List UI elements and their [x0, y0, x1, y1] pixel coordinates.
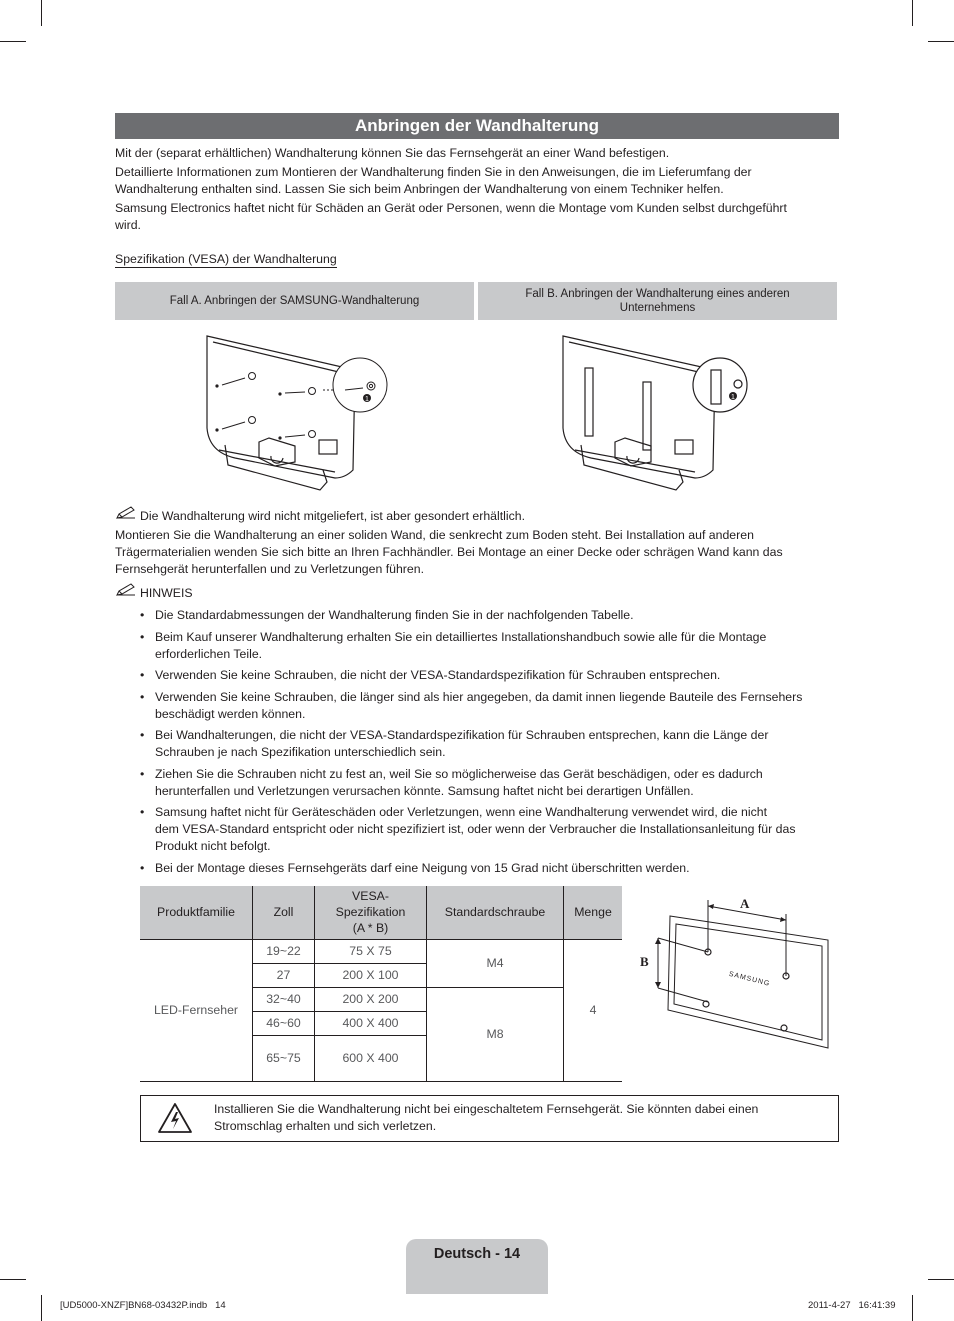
warning-line: Installieren Sie die Wandhalterung nicht bei eingeschaltetem Fernsehgerät. Sie könnten dabei einen — [214, 1102, 759, 1116]
vesa-cell: 75 X 75 — [315, 939, 427, 963]
table-row — [140, 939, 622, 963]
intro-line: wird. — [115, 218, 141, 232]
bullet-line: herunterfallen und Verletzungen verursachen könnte. Samsung haftet nicht bei derartigen Unfällen. — [155, 784, 694, 798]
bullet-dot: • — [140, 668, 145, 682]
screw-cell: M8 — [427, 987, 564, 1081]
crop-mark — [912, 0, 913, 26]
crop-mark — [912, 1295, 913, 1321]
case-a-label: Fall A. Anbringen der SAMSUNG-Wandhalterung — [169, 295, 420, 307]
vesa-dimension-diagram — [628, 888, 838, 1058]
bullet-line: Verwenden Sie keine Schrauben, die nicht der VESA-Standardspezifikation für Schrauben entsprechen. — [155, 668, 721, 682]
zoll-cell: 19~22 — [253, 939, 315, 963]
bullet-dot: • — [140, 728, 145, 742]
electric-shock-warning-icon — [157, 1102, 193, 1134]
vesa-cell: 400 X 400 — [315, 1011, 427, 1035]
screw-cell: M4 — [427, 939, 564, 987]
bullet-line: Produkt nicht befolgt. — [155, 839, 271, 853]
bullet-line: dem VESA-Standard entspricht oder nicht spezifiziert ist, oder wenn der Verbraucher die Installationsanleitung für das — [155, 822, 796, 836]
brand-label: SAMSUNG — [728, 970, 771, 988]
page-number: Deutsch - 14 — [433, 1246, 521, 1262]
pencil-note-icon — [115, 506, 137, 520]
note-text: Die Wandhalterung wird nicht mitgeliefert, ist aber gesondert erhältlich. — [140, 509, 526, 523]
intro-line: Samsung Electronics haftet nicht für Schäden an Gerät oder Personen, wenn die Montage vom Kunden selbst durchgeführt — [115, 201, 787, 215]
spec-heading: Spezifikation (VESA) der Wandhalterung — [115, 252, 337, 266]
bullet-line: Die Standardabmessungen der Wandhalterung finden Sie in der nachfolgenden Tabelle. — [155, 608, 634, 622]
intro-line: Mit der (separat erhältlichen) Wandhalterung können Sie das Fernsehgerät an einer Wand befestigen. — [115, 146, 670, 160]
header-family: Produktfamilie — [140, 886, 253, 939]
bullet-dot: • — [140, 608, 145, 622]
bullet-dot: • — [140, 805, 145, 819]
mount-paragraph — [115, 527, 839, 578]
intro-line: Wandhalterung enthalten sind. Lassen Sie sich beim Anbringen der Wandhalterung von einem Techniker helfen. — [115, 182, 724, 196]
page-number-tab — [406, 1239, 548, 1294]
vesa-cell: 200 X 200 — [315, 987, 427, 1011]
callout-number: 1 — [365, 396, 369, 403]
bullet-line: Verwenden Sie keine Schrauben, die länger sind als hier angegeben, da damit innen liegende Bauteile des Fernsehers — [155, 690, 803, 704]
crop-mark — [928, 41, 954, 42]
case-b-label: Fall B. Anbringen der Wandhalterung eines anderen Unternehmens — [525, 288, 790, 314]
bullet-dot: • — [140, 690, 145, 704]
warning-line: Stromschlag erhalten und sich verletzen. — [214, 1119, 437, 1133]
bullet-line: Bei der Montage dieses Fernsehgeräts darf eine Neigung von 15 Grad nicht überschritten werden. — [155, 861, 690, 875]
dimension-a-label: A — [740, 896, 750, 911]
bullet-line: Beim Kauf unserer Wandhalterung erhalten Sie ein detailliertes Installationshandbuch sowie alle für die Montage — [155, 630, 767, 644]
crop-mark — [928, 1279, 954, 1280]
zoll-cell: 32~40 — [253, 987, 315, 1011]
vesa-spec-table — [140, 886, 622, 1082]
hinweis-label: HINWEIS — [140, 586, 193, 600]
mount-line: Fernsehgerät herunterfallen und zu Verletzungen führen. — [115, 562, 424, 576]
case-a-header — [115, 282, 474, 320]
bullet-line: beschädigt werden können. — [155, 707, 306, 721]
bullet-line: Bei Wandhalterungen, die nicht der VESA-Standardspezifikation für Schrauben entsprechen, kann die Länge der — [155, 728, 769, 742]
vesa-cell: 600 X 400 — [315, 1035, 427, 1081]
dimension-b-label: B — [640, 954, 649, 969]
bullet-dot: • — [140, 861, 145, 875]
zoll-cell: 27 — [253, 963, 315, 987]
warning-text — [214, 1101, 824, 1135]
crop-mark — [41, 0, 42, 26]
bullet-dot: • — [140, 767, 145, 781]
bullet-line: Ziehen Sie die Schrauben nicht zu fest an, weil Sie so möglicherweise das Gerät beschädigen, oder es dadurch — [155, 767, 763, 781]
header-qty: Menge — [564, 886, 623, 939]
zoll-cell: 46~60 — [253, 1011, 315, 1035]
callout-number: 1 — [731, 394, 735, 401]
bullet-line: Schrauben je nach Spezifikation unterschiedlich sein. — [155, 745, 446, 759]
intro-line: Detaillierte Informationen zum Montieren der Wandhalterung finden Sie in den Anweisungen, die im Lieferumfang der — [115, 165, 752, 179]
mount-line: Montieren Sie die Wandhalterung an einer soliden Wand, die senkrecht zum Boden steht. Bei Installation auf anderen — [115, 528, 754, 542]
intro-paragraph — [115, 145, 839, 234]
crop-mark — [0, 41, 26, 42]
warning-box — [140, 1095, 839, 1142]
bullet-line: Samsung haftet nicht für Geräteschäden oder Verletzungen, wenn eine Wandhalterung verwendet wird, die nicht — [155, 805, 768, 819]
header-vesa-line: (A * B) — [352, 921, 389, 936]
mount-line: Trägermaterialien wenden Sie sich bitte an Ihren Fachhändler. Bei Montage an einer Decke oder schrägen Wand kann das — [115, 545, 783, 559]
bullet-dot: • — [140, 630, 145, 644]
section-title: Anbringen der Wandhalterung — [115, 113, 839, 139]
qty-cell: 4 — [564, 939, 623, 1081]
pencil-note-icon — [115, 583, 137, 597]
header-vesa-line: VESA- — [352, 889, 389, 904]
print-date-info: 2011-4-27 16:41:39 — [808, 1300, 896, 1311]
vesa-cell: 200 X 100 — [315, 963, 427, 987]
print-file-info: [UD5000-XNZF]BN68-03432P.indb 14 — [60, 1300, 226, 1311]
zoll-cell: 65~75 — [253, 1035, 315, 1081]
family-cell: LED-Fernseher — [140, 939, 253, 1081]
header-screw: Standardschraube — [427, 886, 564, 939]
bullet-line: erforderlichen Teile. — [155, 647, 263, 661]
samsung-mount-diagram — [195, 330, 405, 500]
case-b-header — [478, 282, 837, 320]
header-zoll: Zoll — [253, 886, 315, 939]
header-vesa-line: Spezifikation — [335, 905, 406, 920]
crop-mark — [41, 1295, 42, 1321]
crop-mark — [0, 1279, 26, 1280]
header-vesa — [315, 886, 427, 939]
third-party-mount-diagram — [555, 330, 765, 500]
